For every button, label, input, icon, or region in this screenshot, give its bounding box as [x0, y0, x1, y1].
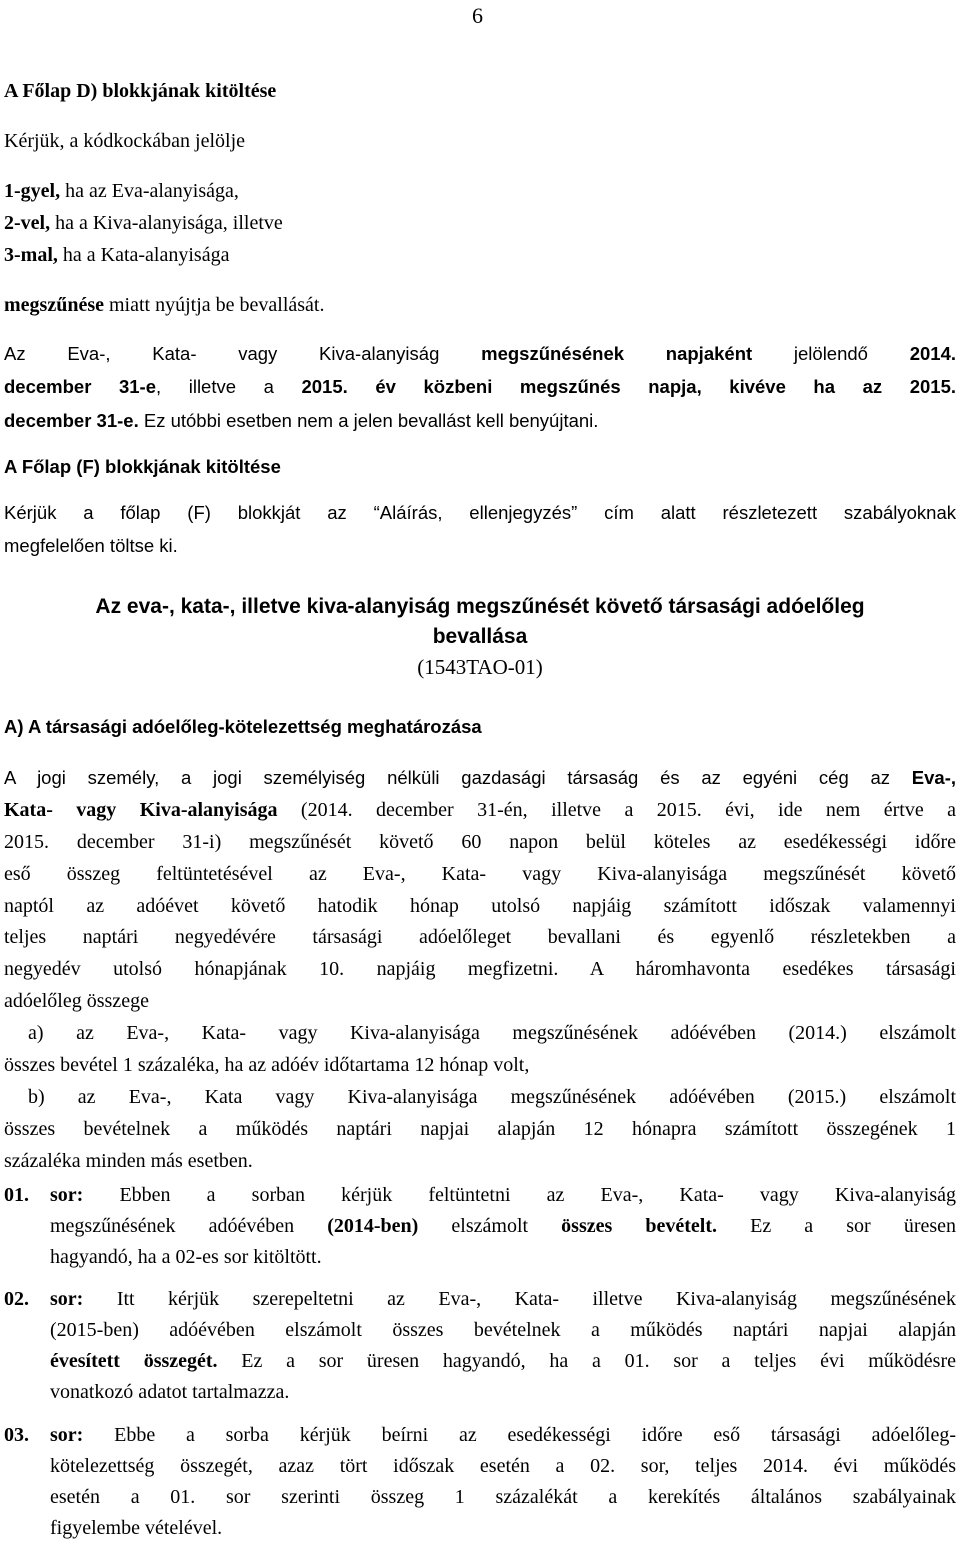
- section-a-bold: Kata- vagy Kiva-alanyisága: [4, 799, 278, 821]
- case-b-line-1: b) az Eva-, Kata vagy Kiva-alanyisága megszűnésének adóévében (2015.) elszámolt: [28, 1086, 956, 1108]
- form-title-line-2: bevallása: [432, 625, 528, 648]
- block-f-line-1: Kérjük a főlap (F) blokkját az “Aláírás, ellenjegyzés” cím alatt részletezett szabályoknak: [4, 502, 956, 523]
- row-02-line-2: (2015-ben) adóévében elszámolt összes bevételnek a működés naptári napjai alapján: [50, 1319, 956, 1341]
- row-03-label: sor:: [50, 1424, 84, 1446]
- block-d-closing: [4, 292, 324, 318]
- option-3: [4, 242, 229, 268]
- note-text: Az Eva-, Kata- vagy Kiva-alanyiság: [4, 343, 482, 364]
- section-a-line-6: teljes naptári negyedévére társasági adóelőleget bevallani és egyenlő részletekben a: [4, 926, 956, 948]
- row-02-number: 02.: [4, 1288, 29, 1310]
- case-a-line-1: a) az Eva-, Kata- vagy Kiva-alanyisága megszűnésének adóévében (2014.) elszámolt: [28, 1022, 956, 1044]
- note-text: jelölendő: [752, 343, 910, 364]
- row-01-text: Ez a sor üresen: [717, 1215, 957, 1237]
- row-01-label: sor:: [50, 1184, 84, 1206]
- row-01-text: elszámolt: [418, 1215, 562, 1237]
- row-03-line-4: figyelembe vételével.: [50, 1517, 223, 1539]
- case-b-line-2: összes bevételnek a működés naptári napjai alapján 12 hónapra számított összegének 1: [4, 1118, 956, 1140]
- option-1-text: ha az Eva-alanyisága,: [60, 180, 239, 202]
- block-d-note-line-2: [4, 374, 956, 400]
- option-2-text: ha a Kiva-alanyisága, illetve: [50, 212, 283, 234]
- option-3-code: 3-mal,: [4, 244, 58, 266]
- row-01-bold: (2014-ben): [327, 1215, 419, 1237]
- form-code: (1543TAO-01): [417, 655, 543, 679]
- section-a-line-7: negyedév utolsó hónapjának 10. napjáig megfizetni. A háromhavonta esedékes társasági: [4, 958, 956, 980]
- note-bold: 2014.: [909, 343, 957, 364]
- option-1-code: 1-gyel,: [4, 180, 61, 202]
- block-f-heading: A Főlap (F) blokkjának kitöltése: [4, 456, 281, 477]
- section-a-line-4: eső összeg feltüntetésével az Eva-, Kata- vagy Kiva-alanyisága megszűnését követő: [4, 863, 956, 885]
- block-d-note-line-3: [4, 408, 598, 434]
- row-03-item: [4, 1420, 956, 1544]
- note-bold: december 31-e: [4, 376, 157, 397]
- option-3-text: ha a Kata-alanyisága: [57, 244, 230, 266]
- page-number: 6: [472, 3, 483, 28]
- row-01-text: megszűnésének adóévében: [50, 1215, 328, 1237]
- note-bold: december 31-e.: [4, 410, 139, 431]
- row-01-text: Ebben a sorban kérjük feltüntetni az Eva-, Kata- vagy Kiva-alanyiság: [119, 1184, 956, 1206]
- note-bold: 2015. év közbeni megszűnés napja, kivéve ha az 2015.: [301, 376, 956, 397]
- case-b-line-3: százaléka minden más esetben.: [4, 1150, 253, 1172]
- form-title-line-1: Az eva-, kata-, illetve kiva-alanyiság megszűnését követő társasági adóelőleg: [95, 595, 865, 618]
- row-02-bold: évesített összegét.: [50, 1350, 218, 1372]
- section-a-line-8: adóelőleg összege: [4, 990, 149, 1012]
- case-a-line-2: összes bevétel 1 százaléka, ha az adóév időtartama 12 hónap volt,: [4, 1054, 530, 1076]
- row-01-line-3: hagyandó, ha a 02-es sor kitöltött.: [50, 1246, 322, 1268]
- section-a-text: (2014. december 31-én, illetve a 2015. évi, ide nem értve a: [277, 799, 956, 821]
- section-a-line-1: [4, 765, 956, 791]
- row-02-line-4: vonatkozó adatot tartalmazza.: [50, 1381, 290, 1403]
- row-02-text: Itt kérjük szerepeltetni az Eva-, Kata- illetve Kiva-alanyiság megszűnésének: [116, 1288, 957, 1310]
- block-d-heading: A Főlap D) blokkjának kitöltése: [4, 80, 277, 102]
- row-03-number: 03.: [4, 1424, 29, 1446]
- option-1: [4, 178, 239, 204]
- section-a-line-3: 2015. december 31-i) megszűnését követő 60 napon belül köteles az esedékességi időre: [4, 831, 956, 853]
- note-bold: megszűnésének napjaként: [481, 343, 753, 364]
- row-02-label: sor:: [50, 1288, 84, 1310]
- row-02-item: [4, 1284, 956, 1408]
- row-01-bold: összes bevételt.: [561, 1215, 718, 1237]
- note-text: Ez utóbbi esetben nem a jelen bevallást kell benyújtani.: [138, 410, 599, 431]
- block-f-line-2: megfelelően töltse ki.: [4, 535, 178, 556]
- row-03-text: Ebbe a sorba kérjük beírni az esedékességi időre eső társasági adóelőleg-: [114, 1424, 957, 1446]
- section-a-bold: Eva-,: [911, 767, 956, 788]
- row-03-line-3: esetén a 01. sor szerinti összeg 1 százalékát a kerekítés általános szabályainak: [50, 1486, 956, 1508]
- row-01-item: [4, 1180, 956, 1273]
- option-2-code: 2-vel,: [4, 212, 51, 234]
- option-2: [4, 210, 283, 236]
- section-a-heading: A) A társasági adóelőleg-kötelezettség meghatározása: [4, 716, 482, 737]
- note-text: , illetve a: [156, 376, 302, 397]
- section-a-text: A jogi személy, a jogi személyiség nélküli gazdasági társaság és az egyéni cég az: [4, 767, 912, 788]
- row-03-line-2: kötelezettség összegét, azaz tört időszak esetén a 02. sor, teljes 2014. évi működés: [50, 1455, 956, 1477]
- row-01-number: 01.: [4, 1184, 29, 1206]
- section-a-line-5: naptól az adóévet követő hatodik hónap utolsó napjáig számított időszak valamennyi: [4, 895, 956, 917]
- block-d-note-line-1: [4, 341, 956, 367]
- row-02-text: Ez a sor üresen hagyandó, ha a 01. sor a teljes évi működésre: [217, 1350, 957, 1372]
- closing-text: miatt nyújtja be bevallását.: [103, 294, 325, 316]
- block-d-intro: Kérjük, a kódkockában jelölje: [4, 130, 246, 152]
- closing-bold: megszűnése: [4, 294, 104, 316]
- section-a-line-2: [4, 797, 956, 823]
